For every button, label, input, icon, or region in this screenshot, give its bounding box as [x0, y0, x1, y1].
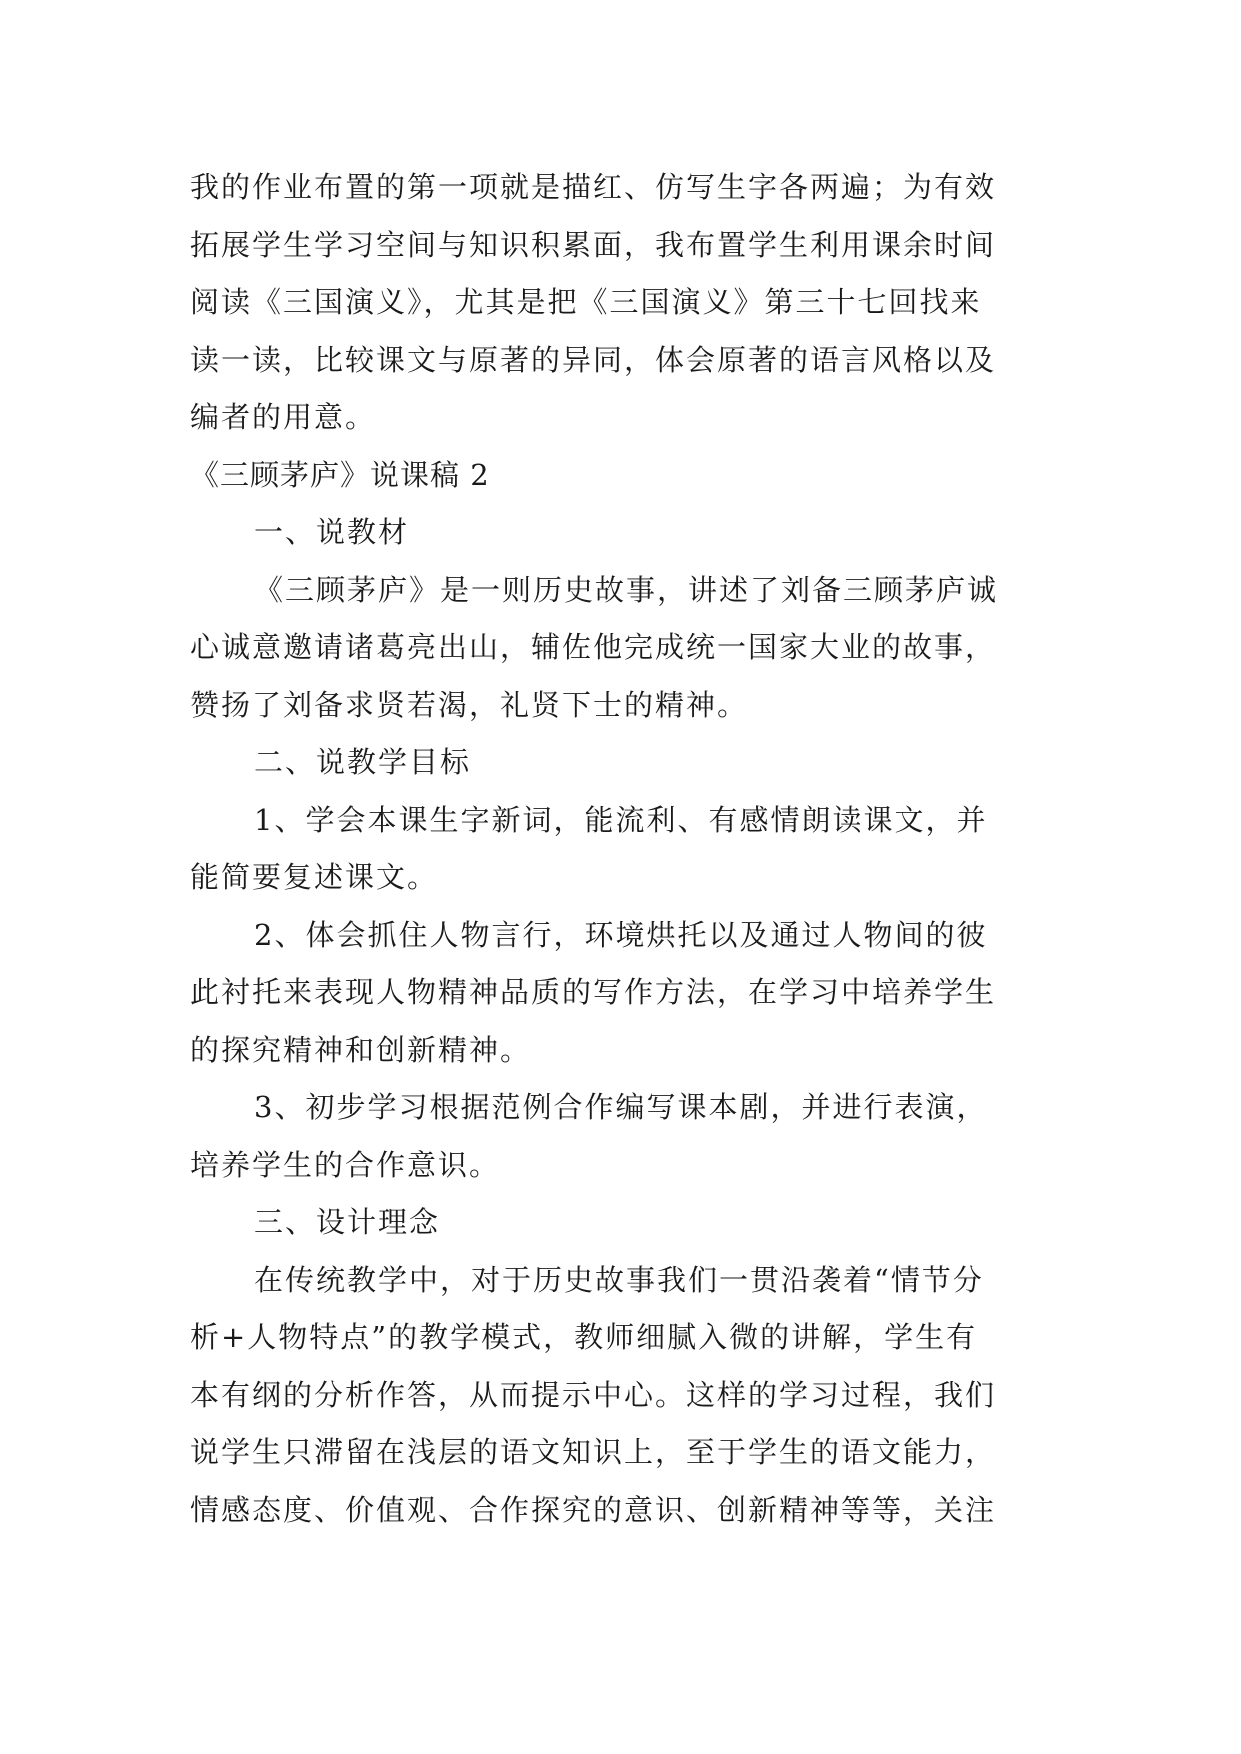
text-line: 编者的用意。 [190, 400, 377, 434]
list-item: 1、学会本课生字新词，能流利、有感情朗读课文，并 [254, 802, 988, 837]
text-line: 说学生只滞留在浅层的语文知识上，至于学生的语文能力， [190, 1435, 997, 1469]
text-line: 情感态度、价值观、合作探究的意识、创新精神等等，关注 [190, 1492, 997, 1527]
text-line: 此衬托来表现人物精神品质的写作方法，在学习中培养学生 [190, 975, 997, 1009]
text-line: 能简要复述课文。 [190, 860, 439, 894]
text-line: 《三顾茅庐》是一则历史故事，讲述了刘备三顾茅庐诚 [254, 572, 999, 607]
list-item: 3、初步学习根据范例合作编写课本剧，并进行表演， [254, 1090, 988, 1124]
text-line: 在传统教学中，对于历史故事我们一贯沿袭着“情节分 [254, 1262, 984, 1297]
section-heading: 三、设计理念 [254, 1205, 441, 1239]
text-line: 读一读，比较课文与原著的异同，体会原著的语言风格以及 [190, 342, 997, 377]
text-line: 析+人物特点”的教学模式，教师细腻入微的讲解，学生有 [190, 1320, 978, 1354]
text-line: 的探究精神和创新精神。 [190, 1032, 532, 1067]
text-line: 拓展学生学习空间与知识积累面，我布置学生利用课余时间 [190, 227, 997, 262]
section-heading: 一、说教材 [254, 515, 410, 549]
text-line: 心诚意邀请诸葛亮出山，辅佐他完成统一国家大业的故事， [190, 630, 997, 664]
section-heading: 二、说教学目标 [254, 745, 472, 779]
document-body [190, 159, 1070, 1539]
list-item: 2、体会抓住人物言行，环境烘托以及通过人物间的彼 [254, 917, 988, 952]
text-line: 培养学生的合作意识。 [190, 1147, 501, 1182]
text-line: 阅读《三国演义》，尤其是把《三国演义》第三十七回找来 [190, 285, 982, 319]
text-line: 本有纲的分析作答，从而提示中心。这样的学习过程，我们 [190, 1377, 997, 1412]
section-title: 《三顾茅庐》说课稿 2 [190, 457, 490, 492]
text-line: 赞扬了刘备求贤若渴，礼贤下士的精神。 [190, 687, 749, 722]
text-line: 我的作业布置的第一项就是描红、仿写生字各两遍；为有效 [190, 170, 997, 204]
